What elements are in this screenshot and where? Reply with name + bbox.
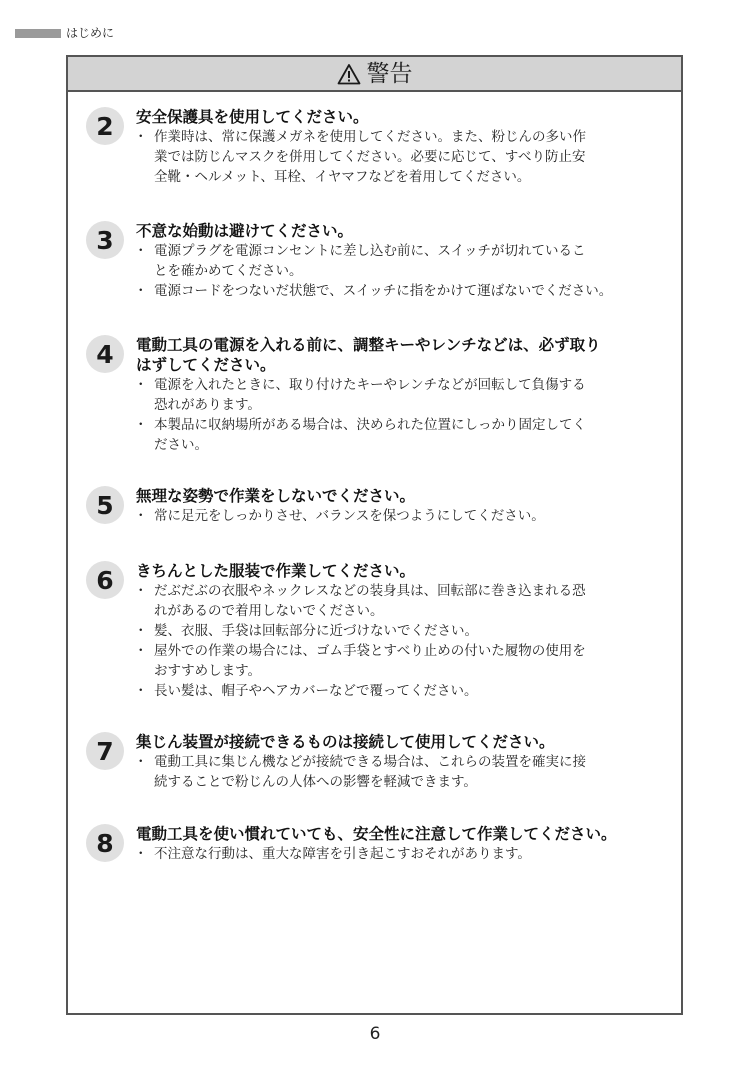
item-number: 2 <box>86 107 124 145</box>
warning-title: 警告 <box>366 60 413 87</box>
item-number: 4 <box>86 335 124 373</box>
item-heading: 電動工具の電源を入れる前に、調整キーやレンチなどは、必ず取り はずしてください。 <box>136 336 601 374</box>
item-number: 3 <box>86 221 124 259</box>
bullet-list <box>136 127 678 187</box>
bullet-item: ・ 電動工具に集じん機などが接続できる場合は、これらの装置を確実に接 続することで粉じんの人体への影響を軽減できます。 <box>136 752 678 792</box>
item-heading: きちんとした服装で作業してください。 <box>136 562 416 580</box>
bullet-item: ・ 電源コードをつないだ状態で、スイッチに指をかけて運ばないでください。 <box>136 281 678 301</box>
bullet-list <box>136 506 678 526</box>
item-heading: 不意な始動は避けてください。 <box>136 222 354 240</box>
bullet-item: ・ 常に足元をしっかりさせ、バランスを保つようにしてください。 <box>136 506 678 526</box>
item-number: 7 <box>86 732 124 770</box>
bullet-item: ・ 屋外での作業の場合には、ゴム手袋とすべり止めの付いた履物の使用を おすすめします。 <box>136 641 678 681</box>
page-number: 6 <box>369 1024 381 1044</box>
item-heading: 電動工具を使い慣れていても、安全性に注意して作業してください。 <box>136 825 617 843</box>
bullet-item: ・ 不注意な行動は、重大な障害を引き起こすおそれがあります。 <box>136 844 678 864</box>
bullet-list <box>136 752 678 792</box>
warning-triangle-icon <box>337 63 361 85</box>
item-heading: 集じん装置が接続できるものは接続して使用してください。 <box>136 733 555 751</box>
bullet-item: ・ 長い髪は、帽子やヘアカバーなどで覆ってください。 <box>136 681 678 701</box>
bullet-list <box>136 581 678 701</box>
warning-item-6 <box>86 561 678 701</box>
bullet-item: ・ 作業時は、常に保護メガネを使用してください。また、粉じんの多い作 業では防じんマスクを併用してください。必要に応じて、すべり防止安 全靴・ヘルメット、耳栓、イヤマフなどを着用してください。 <box>136 127 678 187</box>
bullet-list <box>136 241 678 301</box>
warning-item-8 <box>86 824 678 864</box>
warning-item-3 <box>86 221 678 301</box>
item-heading: 安全保護具を使用してください。 <box>136 108 369 126</box>
bullet-item: ・ 本製品に収納場所がある場合は、決められた位置にしっかり固定してく ださい。 <box>136 415 678 455</box>
item-number: 5 <box>86 486 124 524</box>
warning-item-4 <box>86 335 678 455</box>
section-label: はじめに <box>66 26 115 40</box>
bullet-item: ・ 髪、衣服、手袋は回転部分に近づけないでください。 <box>136 621 678 641</box>
item-number: 6 <box>86 561 124 599</box>
item-heading: 無理な姿勢で作業をしないでください。 <box>136 487 416 505</box>
warning-item-7 <box>86 732 678 792</box>
item-number: 8 <box>86 824 124 862</box>
section-marker-bar <box>15 29 61 38</box>
warning-item-2 <box>86 107 678 187</box>
warning-frame <box>66 55 683 1015</box>
bullet-list <box>136 375 678 455</box>
bullet-list <box>136 844 678 864</box>
bullet-item: ・ 電源プラグを電源コンセントに差し込む前に、スイッチが切れているこ とを確かめてください。 <box>136 241 678 281</box>
bullet-item: ・ 電源を入れたときに、取り付けたキーやレンチなどが回転して負傷する 恐れがあります。 <box>136 375 678 415</box>
warning-header <box>68 57 681 92</box>
bullet-item: ・ だぶだぶの衣服やネックレスなどの装身具は、回転部に巻き込まれる恐 れがあるので着用しないでください。 <box>136 581 678 621</box>
warning-item-5 <box>86 486 678 526</box>
